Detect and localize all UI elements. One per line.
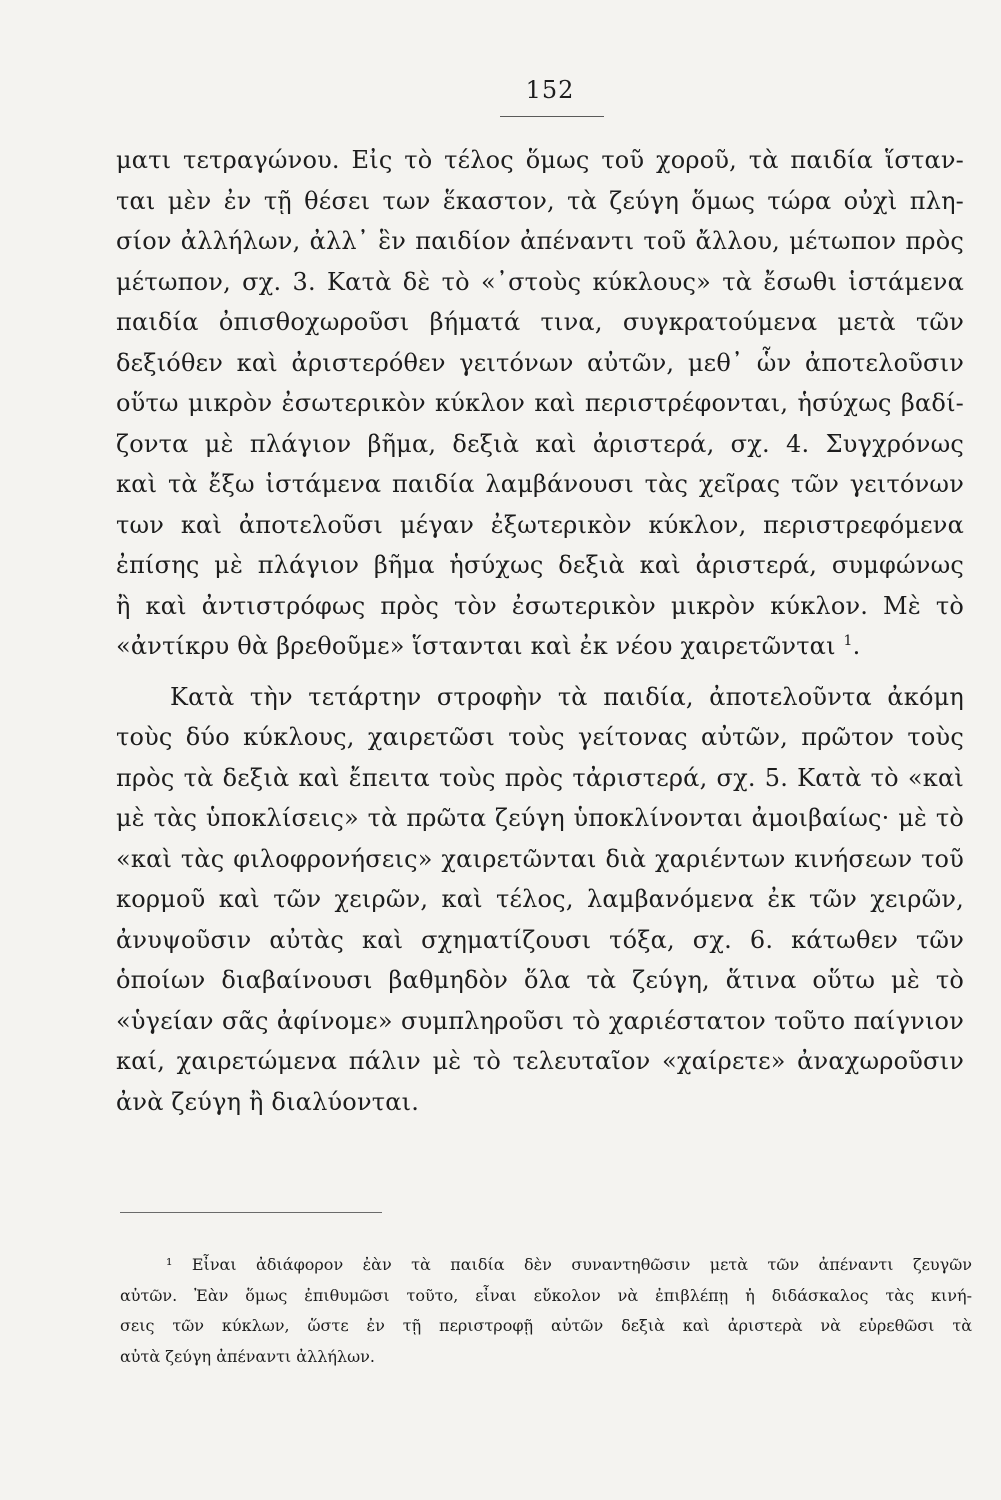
footnote-text: Εἶναι ἀδιάφορον ἐὰν τὰ παιδία δὲν συναντηθῶσιν μετὰ τῶν ἀπέναντι ζευγῶν xyxy=(191,1255,972,1274)
footnote-line-last: αὐτὰ ζεύγη ἀπέναντι ἀλλήλων. xyxy=(120,1346,375,1366)
page-number: 152 xyxy=(525,76,575,104)
end-punctuation: . xyxy=(852,632,861,660)
footnote-marker: 1 xyxy=(843,633,853,649)
footnote-marker: ¹ xyxy=(166,1255,173,1274)
text-line: καὶ τὰ ἔξω ἱστάμενα παιδία λαμβάνουσι τὰς χεῖρας τῶν γειτόνων xyxy=(116,470,964,498)
footnote-rule xyxy=(120,1212,382,1213)
footnote-line: σεις τῶν κύκλων, ὥστε ἐν τῇ περιστροφῇ αὐτῶν δεξιὰ καὶ ἀριστερὰ νὰ εὑρεθῶσι τὰ xyxy=(120,1316,972,1335)
text-line: των καὶ ἀποτελοῦσι μέγαν ἐξωτερικὸν κύκλον, περιστρεφόμενα xyxy=(116,510,964,539)
text-line: κορμοῦ καὶ τῶν χειρῶν, καὶ τέλος, λαμβανόμενα ἐκ τῶν χειρῶν, xyxy=(116,885,964,913)
text-line: ζοντα μὲ πλάγιον βῆμα, δεξιὰ καὶ ἀριστερά, σχ. 4. Συγχρόνως xyxy=(116,429,964,458)
text-line: σίον ἀλλήλων, ἀλλ᾽ ἓν παιδίον ἀπέναντι τοῦ ἄλλου, μέτωπον πρὸς xyxy=(116,227,964,255)
text-line: «καὶ τὰς φιλοφρονήσεις» χαιρετῶνται διὰ χαριέντων κινήσεων τοῦ xyxy=(116,844,964,873)
text-line: μὲ τὰς ὑποκλίσεις» τὰ πρῶτα ζεύγη ὑποκλίνονται ἀμοιβαίως· μὲ τὸ xyxy=(116,804,964,832)
text-line: καί, χαιρετώμενα πάλιν μὲ τὸ τελευταῖον «χαίρετε» ἀναχωροῦσιν xyxy=(116,1047,964,1075)
text-line-last: ἀνὰ ζεύγη ἢ διαλύονται. xyxy=(116,1087,420,1116)
footnote xyxy=(120,1250,972,1372)
text-line: οὕτω μικρὸν ἐσωτερικὸν κύκλον καὶ περιστρέφονται, ἡσύχως βαδί- xyxy=(116,389,964,417)
text-line: ματι τετραγώνου. Εἰς τὸ τέλος ὅμως τοῦ χοροῦ, τὰ παιδία ἵσταν- xyxy=(116,146,964,174)
text-line: ται μὲν ἐν τῇ θέσει των ἕκαστον, τὰ ζεύγη ὅμως τώρα οὐχὶ πλη- xyxy=(116,186,964,215)
footnote-line: αὐτῶν. Ἐὰν ὅμως ἐπιθυμῶσι τοῦτο, εἶναι εὔκολον νὰ ἐπιβλέπῃ ἡ διδάσκαλος τὰς κινή- xyxy=(120,1285,972,1305)
text-line: παιδία ὀπισθοχωροῦσι βήματά τινα, συγκρατούμενα μετὰ τῶν xyxy=(116,308,964,336)
text-line: πρὸς τὰ δεξιὰ καὶ ἔπειτα τοὺς πρὸς τἀριστερά, σχ. 5. Κατὰ τὸ «καὶ xyxy=(116,763,964,792)
text-line: ἀνυψοῦσιν αὐτὰς καὶ σχηματίζουσι τόξα, σχ. 6. κάτωθεν τῶν xyxy=(116,925,964,954)
text-line: δεξιόθεν καὶ ἀριστερόθεν γειτόνων αὐτῶν, μεθ᾽ ὧν ἀποτελοῦσιν xyxy=(116,348,964,377)
text-fragment: «ἀντίκρυ θὰ βρεθοῦμε» ἵστανται καὶ ἐκ νέου χαιρετῶνται xyxy=(116,632,836,660)
text-line: ὁποίων διαβαίνουσι βαθμηδὸν ὅλα τὰ ζεύγη, ἅτινα οὕτω μὲ τὸ xyxy=(116,966,964,994)
footnote-line-first xyxy=(120,1250,972,1281)
body-text xyxy=(116,140,964,1122)
text-line: Κατὰ τὴν τετάρτην στροφὴν τὰ παιδία, ἀποτελοῦντα ἀκόμη xyxy=(170,682,964,711)
paragraph-gap xyxy=(116,667,964,677)
text-line: «ὑγείαν σᾶς ἀφίνομε» συμπληροῦσι τὸ χαριέστατον τοῦτο παίγνιον xyxy=(116,1006,964,1035)
text-line: ἐπίσης μὲ πλάγιον βῆμα ἡσύχως δεξιὰ καὶ ἀριστερά, συμφώνως xyxy=(116,551,964,579)
text-line-last xyxy=(116,626,964,667)
page-number-rule xyxy=(500,116,604,117)
text-line: ἢ καὶ ἀντιστρόφως πρὸς τὸν ἐσωτερικὸν μικρὸν κύκλον. Μὲ τὸ xyxy=(116,591,964,620)
text-line: μέτωπον, σχ. 3. Κατὰ δὲ τὸ «᾽στοὺς κύκλους» τὰ ἔσωθι ἱστάμενα xyxy=(116,267,964,296)
text-line: τοὺς δύο κύκλους, χαιρετῶσι τοὺς γείτονας αὐτῶν, πρῶτον τοὺς xyxy=(116,723,964,751)
